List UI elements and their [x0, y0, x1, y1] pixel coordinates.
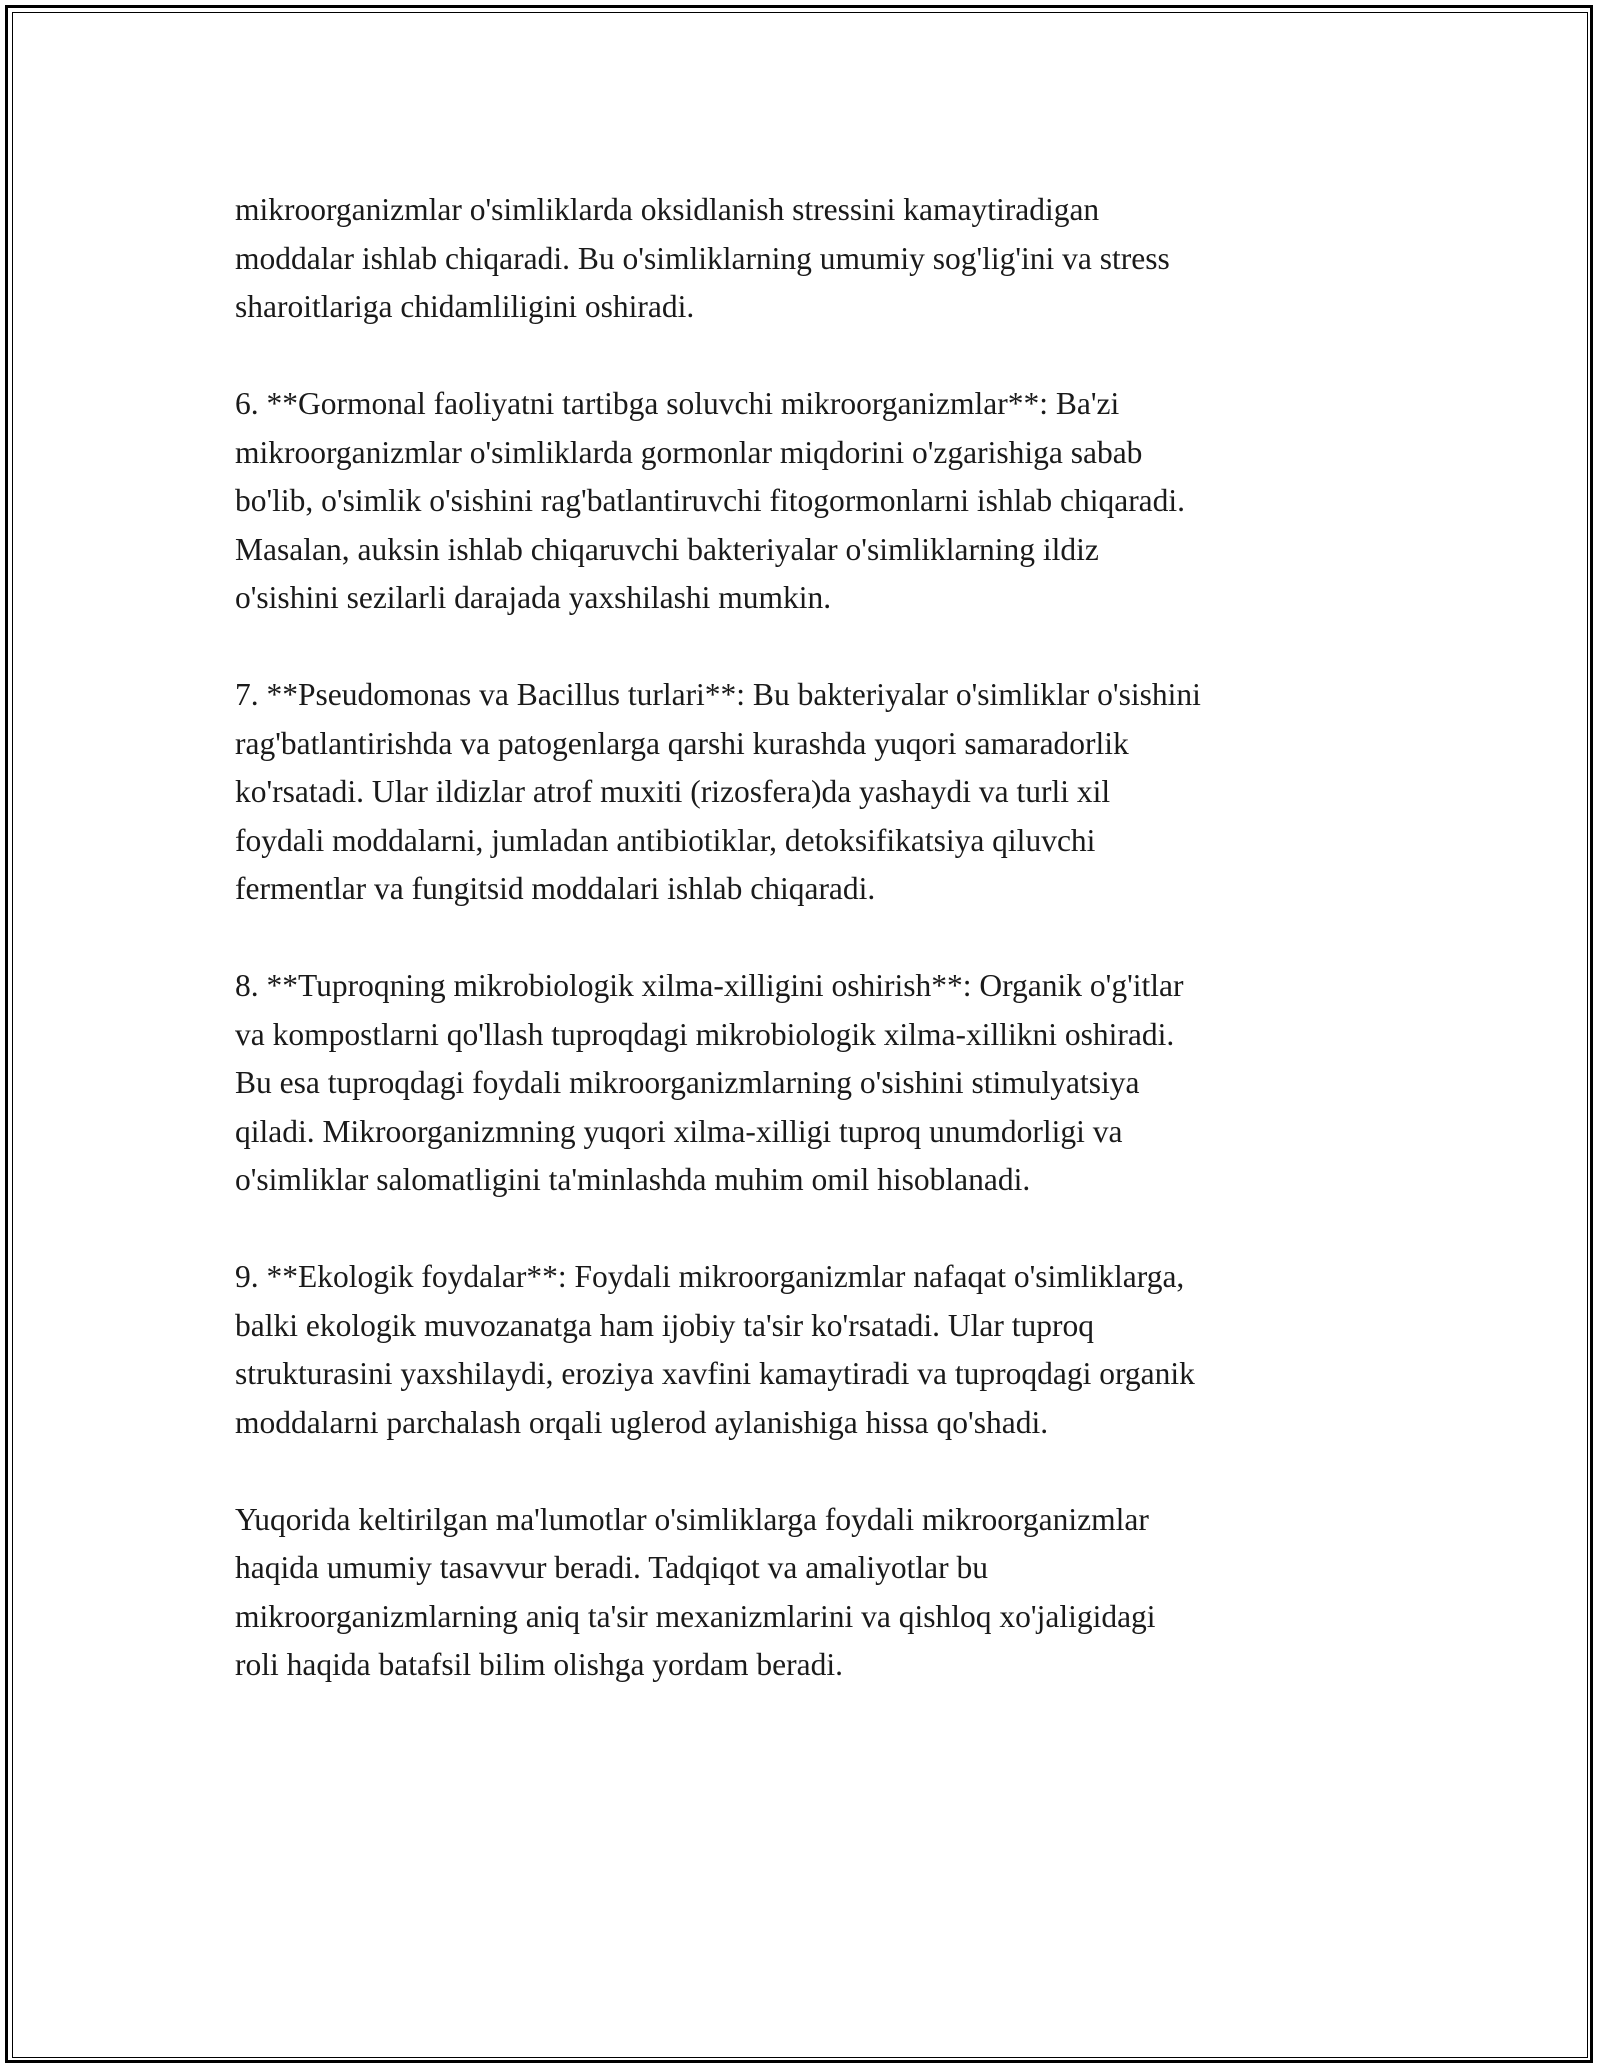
text-line: qiladi. Mikroorganizmning yuqori xilma-xilligi tuproq unumdorligi va	[235, 1113, 1123, 1149]
text-line: 8. **Tuproqning mikrobiologik xilma-xilligini oshirish**: Organik o'g'itlar	[235, 968, 1184, 1003]
text-line: 6. **Gormonal faoliyatni tartibga soluvchi mikroorganizmlar**: Ba'zi	[235, 386, 1120, 421]
text-line: mikroorganizmlar o'simliklarda gormonlar miqdorini o'zgarishiga sabab	[235, 434, 1143, 470]
text-line: foydali moddalarni, jumladan antibiotiklar, detoksifikatsiya qiluvchi	[235, 822, 1096, 858]
document-body	[235, 186, 1375, 1738]
text-line: moddalarni parchalash orqali uglerod aylanishiga hissa qo'shadi.	[235, 1404, 1049, 1440]
text-line: moddalar ishlab chiqaradi. Bu o'simliklarning umumiy sog'lig'ini va stress	[235, 240, 1170, 276]
text-line: Yuqorida keltirilgan ma'lumotlar o'simliklarga foydali mikroorganizmlar	[235, 1501, 1149, 1537]
paragraph-item-7	[235, 671, 1375, 914]
text-line: ko'rsatadi. Ular ildizlar atrof muxiti (rizosfera)da yashaydi va turli xil	[235, 774, 1111, 809]
text-line: mikroorganizmlarning aniq ta'sir mexanizmlarini va qishloq xo'jaligidagi	[235, 1598, 1156, 1634]
paragraph-item-8	[235, 962, 1375, 1205]
text-line: bo'lib, o'simlik o'sishini rag'batlantiruvchi fitogormonlarni ishlab chiqaradi.	[235, 483, 1186, 518]
text-line: sharoitlariga chidamliligini oshiradi.	[235, 289, 695, 324]
text-line: va kompostlarni qo'llash tuproqdagi mikrobiologik xilma-xillikni oshiradi.	[235, 1016, 1175, 1052]
text-line: Masalan, auksin ishlab chiqaruvchi bakteriyalar o'simliklarning ildiz	[235, 531, 1099, 567]
text-line: o'sishini sezilarli darajada yaxshilashi mumkin.	[235, 580, 832, 615]
text-line: strukturasini yaxshilaydi, eroziya xavfini kamaytiradi va tuproqdagi organik	[235, 1356, 1195, 1391]
paragraph-conclusion	[235, 1496, 1375, 1690]
text-line: 9. **Ekologik foydalar**: Foydali mikroorganizmlar nafaqat o'simliklarga,	[235, 1259, 1185, 1294]
text-line: Bu esa tuproqdagi foydali mikroorganizmlarning o'sishini stimulyatsiya	[235, 1065, 1140, 1100]
paragraph-item-9	[235, 1253, 1375, 1447]
paragraph-continuation	[235, 186, 1375, 332]
text-line: rag'batlantirishda va patogenlarga qarshi kurashda yuqori samaradorlik	[235, 725, 1129, 761]
text-line: balki ekologik muvozanatga ham ijobiy ta'sir ko'rsatadi. Ular tuproq	[235, 1307, 1095, 1343]
text-line: mikroorganizmlar o'simliklarda oksidlanish stressini kamaytiradigan	[235, 192, 1100, 227]
text-line: o'simliklar salomatligini ta'minlashda muhim omil hisoblanadi.	[235, 1162, 1031, 1197]
text-line: 7. **Pseudomonas va Bacillus turlari**: Bu bakteriyalar o'simliklar o'sishini	[235, 677, 1201, 712]
text-line: fermentlar va fungitsid moddalari ishlab chiqaradi.	[235, 871, 876, 906]
paragraph-item-6	[235, 380, 1375, 623]
text-line: haqida umumiy tasavvur beradi. Tadqiqot va amaliyotlar bu	[235, 1550, 989, 1585]
text-line: roli haqida batafsil bilim olishga yordam beradi.	[235, 1647, 843, 1682]
